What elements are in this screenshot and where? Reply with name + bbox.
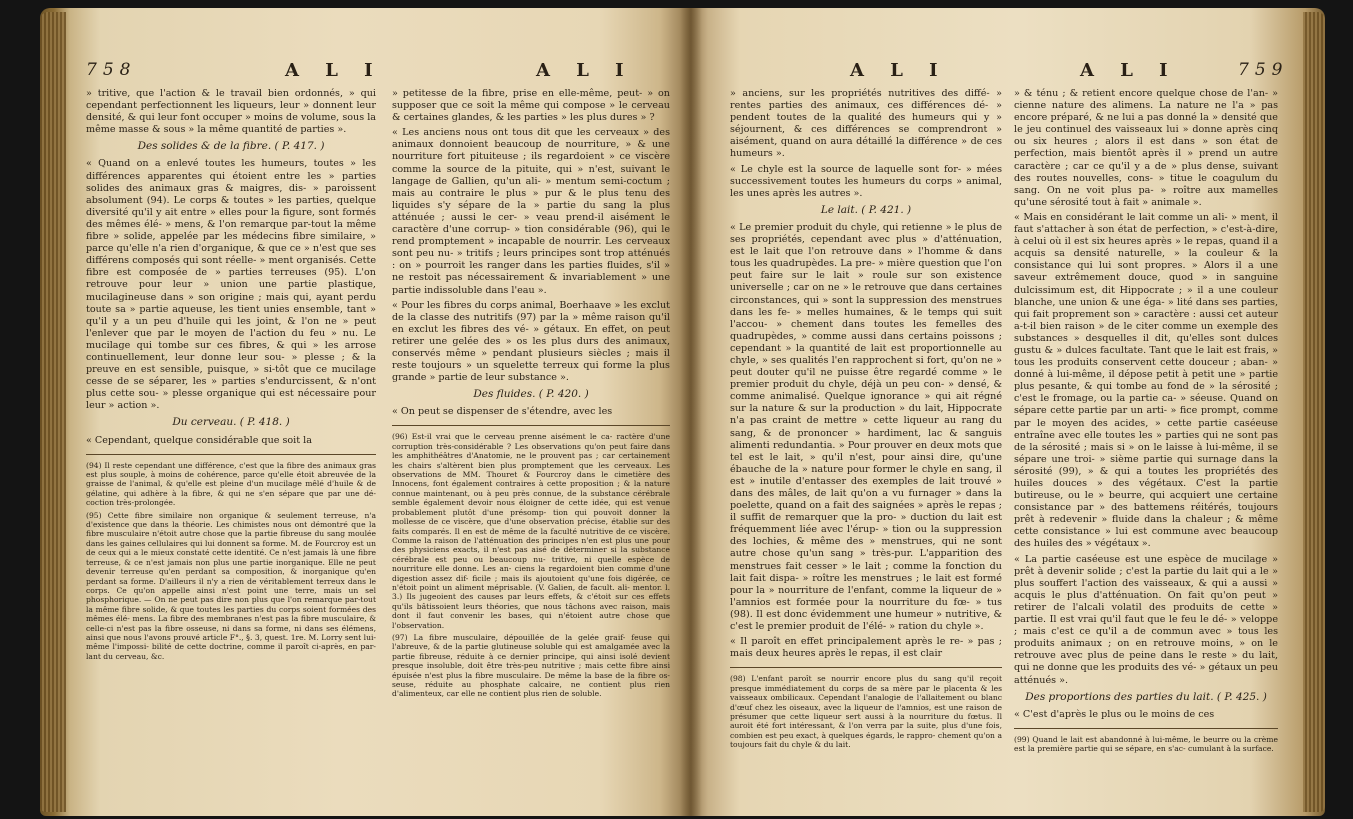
book-gutter <box>680 8 702 816</box>
section-heading: Des proportions des parties du lait. ( P. 425. ) <box>1025 690 1267 703</box>
right-page-edge <box>1303 12 1325 812</box>
footnote: (98) L'enfant paroît se nourrir encore plus du sang qu'il reçoit presque immédiatement du corps de sa mère par le placenta & les vaisseaux ombilicaux. Cependant l'analogie de l'allaitement ou blanc d'œuf chez les oiseaux, avec la liqueur de l'amnios, est une raison de présumer que cette liqueur sert aussi à la nourriture du fœtus. Il auroit été fort intéressant, & l'on verra par la suite, plus d'une fois, combien est peu exact, à quelques égards, le rappro- chement qu'on a toujours fait du chyle & du lait. <box>730 674 1002 750</box>
paragraph: » & ténu ; & retient encore quelque chose de l'an- » cienne nature des alimens. La nature ne l'a » pas encore préparé, & ne lui a pas donné la » densité que le jeu continuel des vaisseaux lui » donne après cinq ou six heures ; alors il est dans » son état de perfection, mais bientôt après il » prend un autre caractère ; car ce qu'il y a de » plus dense, suivant des routes nouvelles, cons- » titue le coagulum du sang. On ne voit plus pa- » roître aux mamelles qu'une sérosité tout à fait » animale ». <box>1014 88 1278 208</box>
running-head-right-col1: A L I <box>850 60 948 81</box>
paragraph: « On peut se dispenser de s'étendre, avec les <box>392 406 613 418</box>
paragraph: « Le premier produit du chyle, qui retienne » le plus de ses propriétés, cependant avec plus » d'atténuation, est le lait que l'on retrouve dans » l'homme & dans tous les quadrupèdes. La pre- » mière question que l'on peut faire sur le lait » roule sur son existence universelle ; car on ne » le retrouve que dans certaines circonstances, qui » sont la suppression des menstrues dans les fe- » melles humaines, & le temps qui suit l'accou- » chement dans toutes les femelles des quadrupèdes, » comme aussi dans certains poissons ; cependant » la quantité de lait est proportionnelle au chyle, » ses qualités l'en rapprochent si fort, qu'on ne » peut douter qu'il ne puisse être regardé comme » le premier produit du chyle, déjà un peu con- » densé, & comme animalisé. Quelque ignorance » qui ait régné sur la nature & sur la production » du lait, Hippocrate n'a pas craint de mettre » cette liqueur au rang du sang, & de prononcer » hardiment, lac & sanguis alimenti redundantia. » Pour prouver en deux mots que tel est le lait, » qu'il n'est, pour ainsi dire, qu'une ébauche de la » nature pour former le chyle en sang, il est » inutile d'entasser des exemples de lait trouvé » dans des mâles, de lait qu'on a vu furnager » dans la poelette, quand on a fait des saignées » après le repas ; il suffit de remarquer que la pro- » duction du lait est fréquemment liée avec l'érup- » tion ou la suppression des lochies, & même des » menstrues, qui ne sont autre chose qu'un sang » très-pur. L'apparition des menstrues fait cesser » le lait ; comme la fonction du lait fait dispa- » roître les menstrues ; le lait est formé pour la » nourriture de l'enfant, comme la liqueur de » l'amnios est formée pour la nourriture du fœ- » tus (98). Il est donc évidemment une humeur » nutritive, & c'est le premier produit de l'élé- » ration du chyle ». <box>730 221 1002 633</box>
left-page-column-2 <box>392 88 670 702</box>
footnote: (95) Cette fibre similaire non organique & seulement terreuse, n'a d'existence que dans la théorie. Les chimistes nous ont démontré que la fibre musculaire n'étoit autre chose que la partie fibreuse du sang moulée dans les gaines cellulaires qui lui donnent sa forme. M. de Fourcroy est un de ceux qui a le mieux constaté cette identité. Ce n'est jamais là une fibre terreuse, & ce n'est jamais non plus une partie inorganique. Elle ne peut devenir terreuse qu'en perdant sa composition, & inorganique qu'en perdant sa forme. D'ailleurs il n'y a rien de véritablement terreux dans le corps. Ce qu'on appelle ainsi n'est point une terre, mais un sel phosphorique. — On ne peut pas dire non plus que l'on remarque par-tout la même fibre solide, & que toutes les parties du corps soient formées des mêmes élé- mens. La fibre des membranes n'est pas la fibre musculaire, & celle-ci n'est pas la fibre osseuse, ni dans sa forme, ni dans ses élémens, ainsi que nous l'avons prouvé article F°., §. 3, quest. 1re. M. Lorry sent lui-même l'impossi- bilité de cette doctrine, comme il paroît ci-après, en par- lant du cerveau, &c. <box>86 510 376 661</box>
left-page-edge <box>40 12 66 812</box>
footnote-divider <box>392 425 670 426</box>
footnote-divider <box>730 667 1002 668</box>
left-page-column-1 <box>86 88 376 664</box>
footnote-divider <box>86 454 376 455</box>
running-head-right-col2: A L I <box>1080 60 1178 81</box>
footnote: (97) La fibre musculaire, dépouillée de la gelée graif- feuse qui l'abreuve, & de la partie glutineuse soluble qui est amalgamée avec la partie fibreuse, réduite à ce dernier principe, qui ainsi isolé devient presque insoluble, doit être très-peu nutritive ; mais cette fibre ainsi épuisée n'est plus la fibre musculaire. De même la base de la fibre os- seuse, réduite au phosphate calcaire, ne contient plus rien d'alimenteux, car elle ne contient plus rien de soluble. <box>392 632 670 699</box>
section-heading: Des fluides. ( P. 420. ) <box>473 388 589 401</box>
open-book <box>40 8 1325 816</box>
running-head-left-col1: A L I <box>285 60 383 81</box>
paragraph: « Pour les fibres du corps animal, Boerhaave » les exclut de la classe des nutritifs (97) par la » même raison qu'il en exclut les fibres des vé- » gétaux. En effet, on peut retirer une gelée des » os les plus durs des animaux, conservés même » pendant plusieurs siècles ; mais il reste toujours » un squelette terreux qui forme la plus grande » partie de leur substance ». <box>392 299 670 384</box>
footnote: (96) Est-il vrai que le cerveau prenne aisément le ca- ractère d'une corruption très-considérable ? Les observations qu'on peut faire dans les amphithéâtres d'Anatomie, ne le prouvent pas ; car certainement les chairs s'altèrent bien plus promptement que les cerveaux. Les observations de MM. Thouret & Fourcroy dans le cimetière des Innocens, font également contraires à cette proposition ; & la nature connue maintenant, ou à peu près connue, de la substance cérébrale semble également devoir nous éloigner de cette idée, qui est venue probablement plutôt d'une présomp- tion qui pouvoit donner la mollesse de ce viscère, que d'une observation précise, établie sur des faits comparés. Il en est de même de la faculté nutritive de ce viscère. Comme la raison de l'atténuation des principes n'en est plus une pour des physiciens exacts, il n'est pas aisé de déterminer si la substance cérébrale est peu ou beaucoup nu- tritive, ni quelle espèce de nourriture elle donne. Les an- ciens la regardoient bien comme d'une digestion assez dif- ficile ; mais ils ajoutoient qu'une fois digérée, ce n'étoit point un aliment méprisable. (V. Galien, de facult. ali- mentor. l. 3.) Ils jugeoient des causes par leurs effets, & c'étoit sur ces effets qu'ils bâtissoient leurs théories, que nous tâchons avec raison, mais dont il faut convenir les bases, qui n'étoient autre chose que l'observation. <box>392 432 670 630</box>
paragraph: « Quand on a enlevé toutes les humeurs, toutes » les différences apparentes qui étoient entre les » parties solides des animaux gras & maigres, dis- » paroissent absolument (94). Le corps & toutes » les parties, quelque diversité qu'il y ait entre » elles pour la figure, sont formés des mêmes élé- » mens, & l'on remarque par-tout la même fibre » solide, appelée par les médecins fibre similaire, » parce qu'elle n'a rien d'organique, & que ce » n'est que ses différens composés qui sont réelle- » ment organisés. Cette fibre est composée de » parties terreuses (95). L'on retrouve pour leur » union une partie plastique, mucilagineuse dans » son origine ; mais qui, ayant perdu toute sa » partie aqueuse, les tient unies ensemble, tant » qu'il y a un peu d'huile qui les joint, & l'on ne » peut l'enlever que par le moyen de l'action du feu » nu. Le mucilage qui tombe sur ces fibres, & qui » les arrose continuellement, leur donne leur sou- » plesse ; & la preuve en est sensible, puisque, » si-tôt que ce mucilage cesse de se séparer, les » parties s'endurcissent, & n'ont plus cette sou- » plesse organique qui est nécessaire pour leur » action ». <box>86 158 376 412</box>
paragraph: » tritive, que l'action & le travail bien ordonnés, » qui cependant perfectionnent les liqueurs, leur » donnent leur densité, & qui leur font occuper » moins de volume, sous la même masse & sous » la même quantité de parties ». <box>86 88 376 136</box>
section-heading: Des solides & de la fibre. ( P. 417. ) <box>137 140 325 153</box>
page-number-left: 758 <box>86 60 137 80</box>
paragraph: « La partie caséeuse est une espèce de mucilage » prêt à devenir solide ; c'est la partie du lait qui a le » plus souffert l'action des vaisseaux, & qui a aussi » acquis le plus d'atténuation. On fait qu'on peut » retirer de l'alcali volatil des produits de cette » partie. Il est vrai qu'il faut que le feu le dé- » veloppe ; mais c'est ce qu'il a de commun avec » tous les produits animaux ; on en retrouve moins, » on le retrouve avec plus de peine dans le reste » du lait, qui ne donne que les produits des vé- » gétaux un peu atténués ». <box>1014 553 1278 686</box>
paragraph: « Mais en considérant le lait comme un ali- » ment, il faut s'attacher à son état de perfection, » c'est-à-dire, à celui où il est six heures après » le repas, quand il a acquis sa densité naturelle, » la couleur & la consistance qui lui sont propres. » Alors il a une saveur extrêmement douce, quod » in sanguine dulcissimum est, dit Hippocrate ; » il a une couleur blanche, une union & une éga- » lité dans ses parties, qui fait proprement son » caractère : aussi cet auteur a-t-il bien raison » de le citer comme un exemple des substances » desquelles il dit, qu'elles sont dulces gustu & » dulces facultate. Tant que le lait est frais, » tous les produits conservent cette douceur ; aban- » donné à lui-même, il dépose petit à petit une » partie plus pesante, & qui tombe au fond de » la sérosité ; c'est le fromage, ou la partie ca- » séeuse. Quand on sépare cette partie par un arti- » fice prompt, comme par le moyen des acides, » cette partie caséeuse entraîne avec elle toutes les » parties qui ne sont pas de la sérosité ; mais si » on le laisse à lui-même, il se sépare une troi- » sième partie qui surnage dans la sérosité (99), » & qui a toutes les propriétés des huiles douces » des végétaux. C'est la partie butireuse, ou le » beurre, qui acquiert une certaine consistance par » des battemens réitérés, toujours prêt à redevenir » fluide dans la chaleur ; & même cette consistance » lui est commune avec beaucoup des huiles des » végétaux ». <box>1014 211 1278 550</box>
paragraph: « Le chyle est la source de laquelle sont for- » mées successivement toutes les humeurs du corps » animal, les unes après les autres ». <box>730 163 1002 199</box>
right-page-column-1 <box>730 88 1002 753</box>
paragraph: » anciens, sur les propriétés nutritives des diffé- » rentes parties des animaux, ces différences dé- » pendent toutes de la qualité des humeurs qui y » séjournent, & ces différences se comprendront » aisément, quand on aura détaillé la différence » de ces humeurs ». <box>730 88 1002 160</box>
running-head-left-col2: A L I <box>536 60 634 81</box>
section-heading: Du cerveau. ( P. 418. ) <box>172 416 290 429</box>
paragraph: « Il paroît en effet principalement après le re- » pas ; mais deux heures après le repas, il est clair <box>730 636 1002 660</box>
footnote-divider <box>1014 728 1278 729</box>
right-page-column-2 <box>1014 88 1278 757</box>
footnote: (99) Quand le lait est abandonné à lui-même, le beurre ou la crème est la première partie qui se sépare, en s'ac- cumulant à la surface. <box>1014 734 1278 754</box>
left-page <box>40 8 690 816</box>
page-number-right: 759 <box>1238 60 1289 80</box>
paragraph: « C'est d'après le plus ou le moins de ces <box>1014 708 1215 720</box>
paragraph: « Cependant, quelque considérable que soit la <box>86 434 312 446</box>
section-heading: Le lait. ( P. 421. ) <box>820 203 912 216</box>
paragraph: « Les anciens nous ont tous dit que les cerveaux » des animaux donnoient beaucoup de nourriture, » & une nourriture fort pituiteuse ; ils regardoient » ce viscère comme la source de la pituite, qui » n'est, suivant le langage de Gallien, qu'un ali- » mentum semi-coctum ; mais au contraire le plus » pur & le plus tenu des liquides s'y sépare de la » partie du sang la plus atténuée ; aussi le cer- » veau prend-il aisément le caractère d'une corrup- » tion considérable (96), qui le rend promptement » incapable de nourrir. Les cerveaux sont peu nu- » tritifs ; leurs principes sont trop atténués : on » pourroit les ranger dans les parties fluides, s'il » ne restoit pas nécessairement & invariablement » une partie indissoluble dans l'eau ». <box>392 127 670 296</box>
footnote: (94) Il reste cependant une différence, c'est que la fibre des animaux gras est plus souple, à moins de cohérence, parce qu'elle étoit abreuvée de la graisse de l'animal, & qu'elle est pleine d'un mucilage mêlé d'huile & de gélatine, qui adhère à la fibre, & qui ne s'en sépare que par une dé- coction très-prolongée. <box>86 460 376 508</box>
paragraph: » petitesse de la fibre, prise en elle-même, peut- » on supposer que ce soit la même qui compose » le cerveau & certaines glandes, & les parties » les plus dures » ? <box>392 88 670 124</box>
right-page <box>690 8 1325 816</box>
